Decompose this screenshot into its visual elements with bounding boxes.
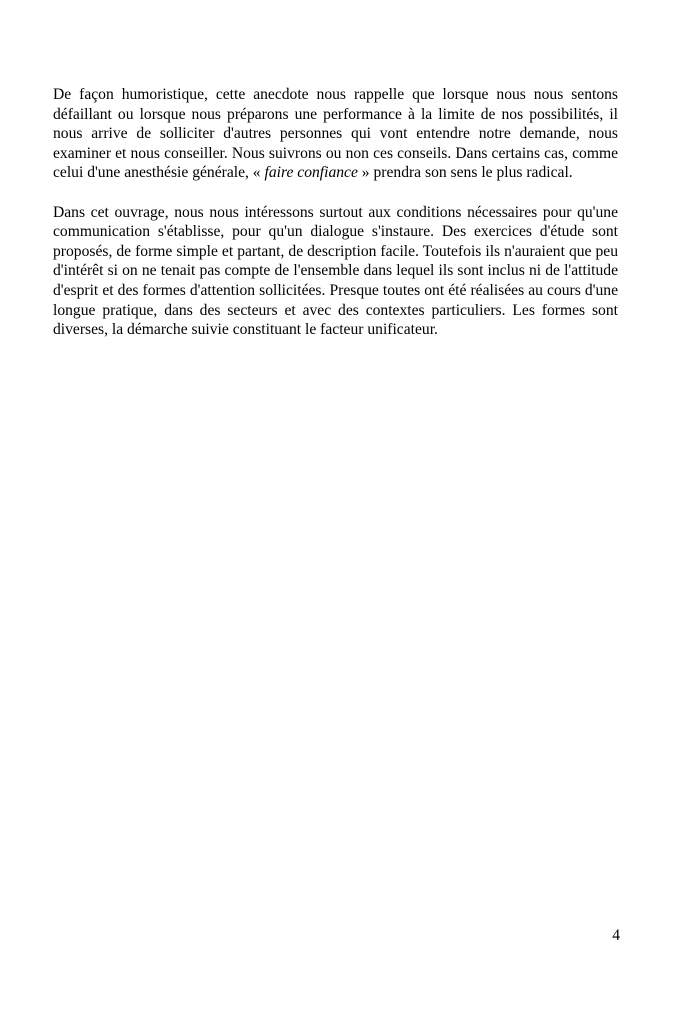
paragraph-1-text-start: De façon humoristique, cette anecdote nous rappelle que lorsque nous nous sentons défaillant ou lorsque nous préparons une performance à la limite de nos possibilités, il nous arrive de solliciter d'autres personnes qui vont entendre notre demande, nous examiner et nous conseiller. Nous suivrons ou non ces conseils. Dans certains cas, comme celui d'une anesthésie générale, « — [53, 86, 618, 182]
paragraph-1-text-end: » prendra son sens le plus radical. — [357, 164, 573, 182]
quoted-phrase: faire confiance — [264, 164, 358, 182]
paragraph-2: Dans cet ouvrage, nous nous intéressons surtout aux conditions nécessaires pour qu'une communication s'établisse, pour qu'un dialogue s'instaure. Des exercices d'étude sont proposés, de forme simple et partant, de description facile. Toutefois ils n'auraient que peu d'intérêt si on ne tenait pas compte de l'ensemble dans lequel ils sont inclus ni de l'attitude d'esprit et des formes d'attention sollicitées. Presque toutes ont été réalisées au cours d'une longue pratique, dans des secteurs et avec des contextes particuliers. Les formes sont diverses, la démarche suivie constituant le facteur unificateur. — [53, 203, 618, 339]
paragraph-1 — [53, 85, 618, 183]
page-number: 4 — [612, 927, 620, 944]
body-text — [53, 85, 618, 359]
